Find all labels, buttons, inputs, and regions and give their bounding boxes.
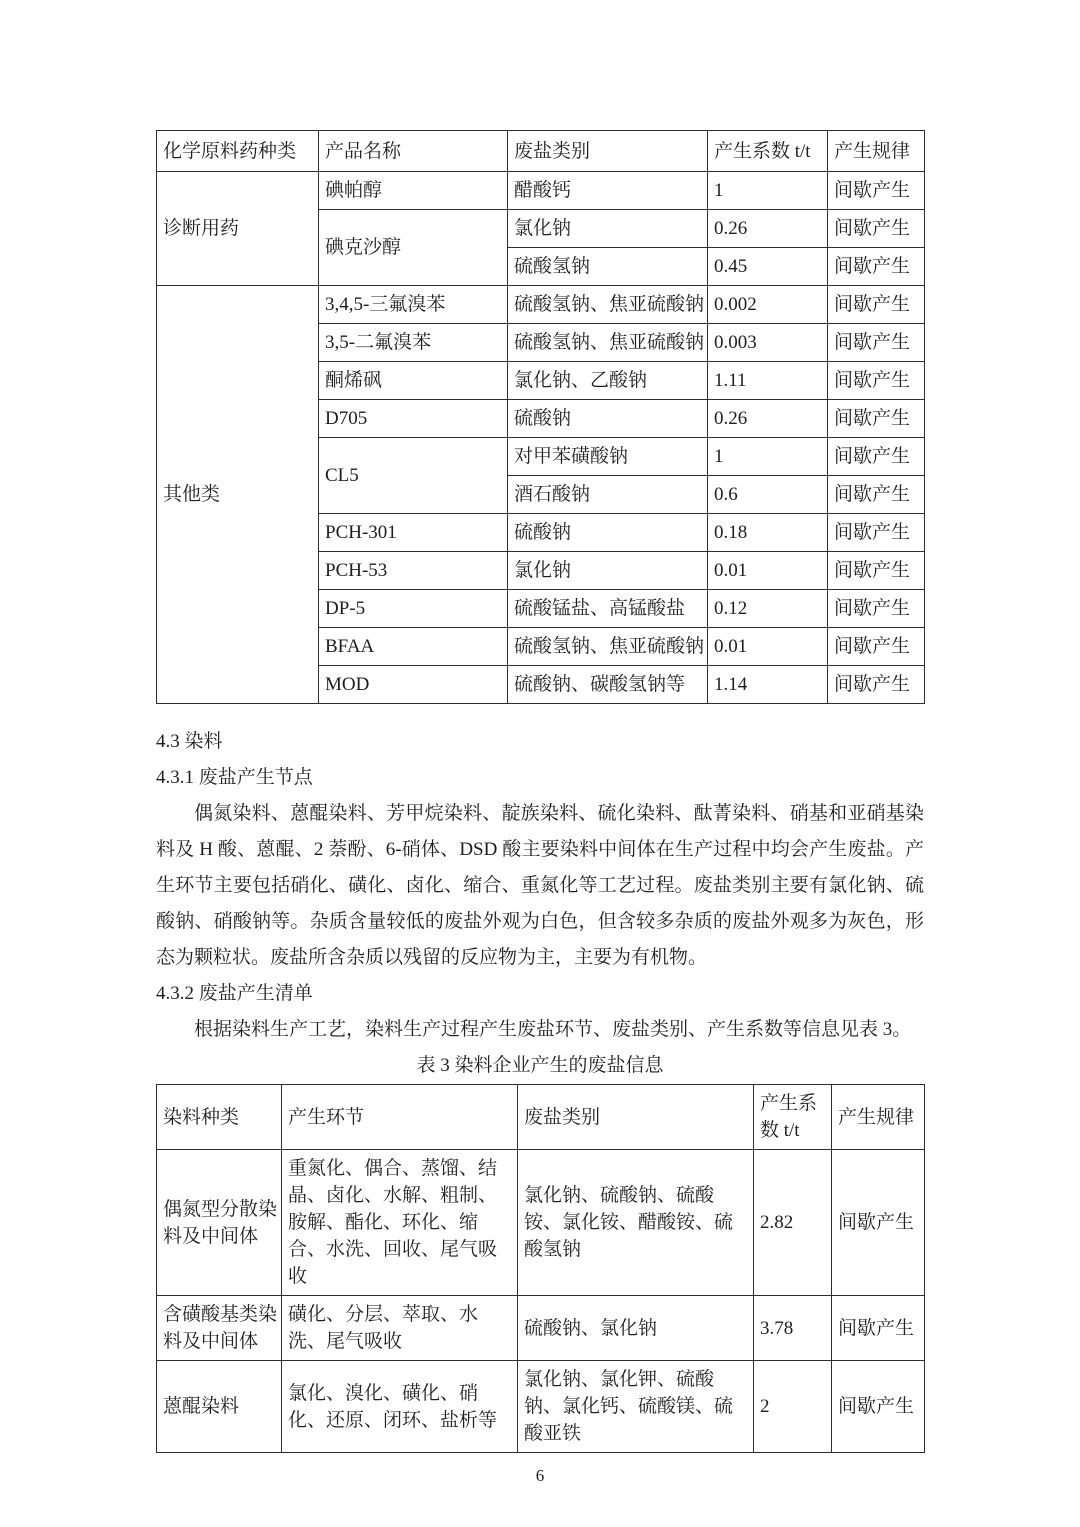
salt-cell: 硫酸钠、氯化钠 bbox=[518, 1296, 754, 1361]
salt-cell: 硫酸氢钠、焦亚硫酸钠 bbox=[508, 286, 708, 324]
page-content bbox=[156, 130, 924, 1487]
section-heading-4-3: 4.3 染料 bbox=[156, 731, 223, 752]
table-row bbox=[157, 172, 925, 210]
product-cell: 碘克沙醇 bbox=[319, 210, 508, 286]
product-cell: 酮烯砜 bbox=[319, 362, 508, 400]
coefficient-cell: 1 bbox=[708, 172, 828, 210]
pattern-cell: 间歇产生 bbox=[828, 324, 925, 362]
stage-cell: 氯化、溴化、磺化、硝化、还原、闭环、盐析等 bbox=[282, 1361, 518, 1453]
salt-cell: 酒石酸钠 bbox=[508, 476, 708, 514]
product-cell: 3,5-二氟溴苯 bbox=[319, 324, 508, 362]
salt-cell: 硫酸钠 bbox=[508, 514, 708, 552]
coefficient-cell: 0.26 bbox=[708, 400, 828, 438]
product-cell: DP-5 bbox=[319, 590, 508, 628]
pattern-cell: 间歇产生 bbox=[828, 362, 925, 400]
api-waste-salt-table bbox=[156, 130, 925, 704]
salt-cell: 氯化钠、氯化钾、硫酸钠、氯化钙、硫酸镁、硫酸亚铁 bbox=[518, 1361, 754, 1453]
table-row bbox=[157, 286, 925, 324]
coefficient-cell: 1.11 bbox=[708, 362, 828, 400]
coefficient-cell: 0.12 bbox=[708, 590, 828, 628]
dye-type-cell: 偶氮型分散染料及中间体 bbox=[157, 1150, 282, 1296]
stage-cell: 磺化、分层、萃取、水洗、尾气吸收 bbox=[282, 1296, 518, 1361]
product-cell: D705 bbox=[319, 400, 508, 438]
pattern-cell: 间歇产生 bbox=[828, 172, 925, 210]
pattern-cell: 间歇产生 bbox=[828, 666, 925, 704]
col-header-coefficient: 产生系数 t/t bbox=[754, 1085, 832, 1150]
category-cell: 诊断用药 bbox=[157, 172, 319, 286]
col-header-dye-type: 染料种类 bbox=[157, 1085, 282, 1150]
col-header-product: 产品名称 bbox=[319, 131, 508, 172]
table3-caption: 表 3 染料企业产生的废盐信息 bbox=[416, 1055, 664, 1076]
coefficient-cell: 3.78 bbox=[754, 1296, 832, 1361]
col-header-pattern: 产生规律 bbox=[832, 1085, 925, 1150]
pattern-cell: 间歇产生 bbox=[828, 590, 925, 628]
coefficient-cell: 1 bbox=[708, 438, 828, 476]
salt-cell: 硫酸氢钠 bbox=[508, 248, 708, 286]
coefficient-cell: 0.18 bbox=[708, 514, 828, 552]
salt-cell: 氯化钠、乙酸钠 bbox=[508, 362, 708, 400]
product-cell: 碘帕醇 bbox=[319, 172, 508, 210]
col-header-pattern: 产生规律 bbox=[828, 131, 925, 172]
salt-cell: 对甲苯磺酸钠 bbox=[508, 438, 708, 476]
section-heading-4-3-1: 4.3.1 废盐产生节点 bbox=[156, 767, 313, 788]
stage-cell: 重氮化、偶合、蒸馏、结晶、卤化、水解、粗制、胺解、酯化、环化、缩合、水洗、回收、尾气吸收 bbox=[282, 1150, 518, 1296]
pattern-cell: 间歇产生 bbox=[828, 210, 925, 248]
section-heading-4-3-2: 4.3.2 废盐产生清单 bbox=[156, 983, 313, 1004]
coefficient-cell: 0.45 bbox=[708, 248, 828, 286]
pattern-cell: 间歇产生 bbox=[828, 628, 925, 666]
product-cell: PCH-301 bbox=[319, 514, 508, 552]
dye-waste-salt-table bbox=[156, 1084, 925, 1453]
pattern-cell: 间歇产生 bbox=[832, 1150, 925, 1296]
pattern-cell: 间歇产生 bbox=[828, 438, 925, 476]
coefficient-cell: 0.003 bbox=[708, 324, 828, 362]
pattern-cell: 间歇产生 bbox=[832, 1361, 925, 1453]
salt-cell: 醋酸钙 bbox=[508, 172, 708, 210]
table-header-row bbox=[157, 131, 925, 172]
pattern-cell: 间歇产生 bbox=[828, 476, 925, 514]
coefficient-cell: 2 bbox=[754, 1361, 832, 1453]
product-cell: CL5 bbox=[319, 438, 508, 514]
pattern-cell: 间歇产生 bbox=[828, 400, 925, 438]
coefficient-cell: 0.01 bbox=[708, 628, 828, 666]
coefficient-cell: 0.26 bbox=[708, 210, 828, 248]
dye-type-cell: 蒽醌染料 bbox=[157, 1361, 282, 1453]
salt-cell: 硫酸锰盐、高锰酸盐 bbox=[508, 590, 708, 628]
salt-cell: 氯化钠 bbox=[508, 552, 708, 590]
pattern-cell: 间歇产生 bbox=[828, 552, 925, 590]
text-sections bbox=[156, 724, 924, 1084]
salt-cell: 硫酸氢钠、焦亚硫酸钠 bbox=[508, 324, 708, 362]
category-cell: 其他类 bbox=[157, 286, 319, 704]
table-row bbox=[157, 1150, 925, 1296]
product-cell: 3,4,5-三氟溴苯 bbox=[319, 286, 508, 324]
dye-type-cell: 含磺酸基类染料及中间体 bbox=[157, 1296, 282, 1361]
product-cell: MOD bbox=[319, 666, 508, 704]
paragraph-4-3-1: 偶氮染料、蒽醌染料、芳甲烷染料、靛族染料、硫化染料、酞菁染料、硝基和亚硝基染料及 H 酸、蒽醌、2 萘酚、6-硝体、DSD 酸主要染料中间体在生产过程中均会产生废盐。产生环节主要包括硝化、磺化、卤化、缩合、重氮化等工艺过程。废盐类别主要有氯化钠、硫酸钠、硝酸钠等。杂质含量较低的废盐外观为白色，但含较多杂质的废盐外观多为灰色，形态为颗粒状。废盐所含杂质以残留的反应物为主，主要为有机物。 bbox=[156, 803, 924, 968]
salt-cell: 硫酸氢钠、焦亚硫酸钠 bbox=[508, 628, 708, 666]
pattern-cell: 间歇产生 bbox=[828, 286, 925, 324]
coefficient-cell: 0.002 bbox=[708, 286, 828, 324]
col-header-stage: 产生环节 bbox=[282, 1085, 518, 1150]
pattern-cell: 间歇产生 bbox=[828, 514, 925, 552]
col-header-salt-type: 废盐类别 bbox=[508, 131, 708, 172]
coefficient-cell: 0.01 bbox=[708, 552, 828, 590]
coefficient-cell: 2.82 bbox=[754, 1150, 832, 1296]
salt-cell: 氯化钠 bbox=[508, 210, 708, 248]
table-row bbox=[157, 1361, 925, 1453]
salt-cell: 硫酸钠、碳酸氢钠等 bbox=[508, 666, 708, 704]
table-row bbox=[157, 1296, 925, 1361]
pattern-cell: 间歇产生 bbox=[828, 248, 925, 286]
coefficient-cell: 0.6 bbox=[708, 476, 828, 514]
col-header-salt-type: 废盐类别 bbox=[518, 1085, 754, 1150]
product-cell: PCH-53 bbox=[319, 552, 508, 590]
product-cell: BFAA bbox=[319, 628, 508, 666]
coefficient-cell: 1.14 bbox=[708, 666, 828, 704]
salt-cell: 硫酸钠 bbox=[508, 400, 708, 438]
paragraph-4-3-2: 根据染料生产工艺，染料生产过程产生废盐环节、废盐类别、产生系数等信息见表 3。 bbox=[194, 1019, 912, 1040]
table-header-row bbox=[157, 1085, 925, 1150]
col-header-category: 化学原料药种类 bbox=[157, 131, 319, 172]
page-number: 6 bbox=[535, 1466, 545, 1485]
pattern-cell: 间歇产生 bbox=[832, 1296, 925, 1361]
salt-cell: 氯化钠、硫酸钠、硫酸铵、氯化铵、醋酸铵、硫酸氢钠 bbox=[518, 1150, 754, 1296]
col-header-coefficient: 产生系数 t/t bbox=[708, 131, 828, 172]
